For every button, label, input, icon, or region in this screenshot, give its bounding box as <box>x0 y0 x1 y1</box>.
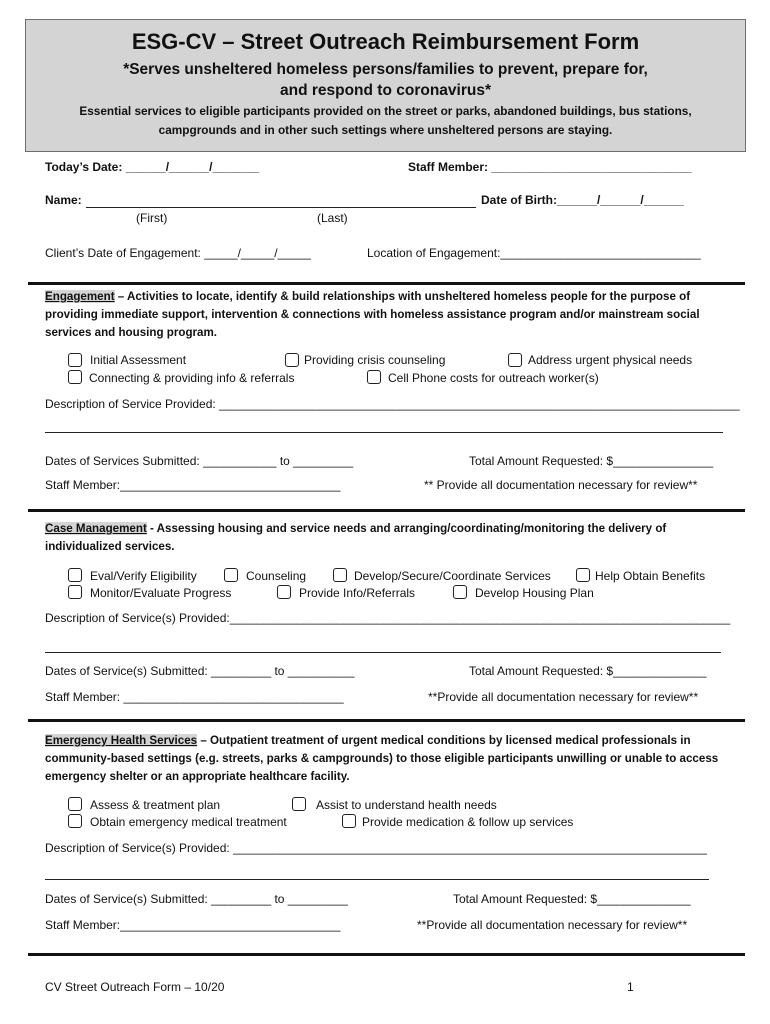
staff-member-field[interactable]: Staff Member: ______________________________ <box>408 160 692 174</box>
last-name-caption: (Last) <box>317 211 348 225</box>
urgent-physical-needs-label: Address urgent physical needs <box>528 353 693 367</box>
understand-health-needs-label: Assist to understand health needs <box>316 798 497 812</box>
housing-plan-checkbox[interactable] <box>453 585 467 599</box>
emergency-health-dates-field[interactable]: Dates of Service(s) Submitted: _________ to _________ <box>45 892 348 906</box>
form-header <box>25 19 746 152</box>
emergency-health-staff-field[interactable]: Staff Member:_________________________________ <box>45 918 341 932</box>
info-referrals-checkbox[interactable] <box>68 370 82 384</box>
emergency-health-description-field[interactable]: Description of Service(s) Provided: _______________________________________________________________________ <box>45 841 707 855</box>
form-description: Essential services to eligible participants provided on the street or parks, abandoned buildings, bus stations, campgrounds and in other such settings where unsheltered persons are staying. <box>79 104 692 137</box>
form-subtitle-line1: *Serves unsheltered homeless persons/families to prevent, prepare for, <box>123 61 648 78</box>
cell-phone-costs-checkbox[interactable] <box>367 370 381 384</box>
obtain-benefits-label: Help Obtain Benefits <box>595 569 706 583</box>
name-line[interactable] <box>86 207 476 208</box>
emergency-health-documentation-note: **Provide all documentation necessary for review** <box>417 918 688 932</box>
case-management-staff-field[interactable]: Staff Member: _________________________________ <box>45 690 344 704</box>
medication-followup-checkbox[interactable] <box>342 814 356 828</box>
obtain-benefits-checkbox[interactable] <box>576 568 590 582</box>
case-management-heading: Case Management <box>45 522 147 535</box>
emergency-health-text: – Outpatient treatment of urgent medical conditions by licensed medical professionals in community-based settings (e.g. streets, parks & campgrounds) to those eligible participants unwilling or unable to access emergency shelter or an appropriate healthcare facility. <box>45 734 719 783</box>
coordinate-services-checkbox[interactable] <box>333 568 347 582</box>
engagement-description <box>45 288 735 342</box>
info-referrals-checkbox[interactable] <box>277 585 291 599</box>
engagement-description-field[interactable]: Description of Service Provided: ______________________________________________________________________________ <box>45 397 740 411</box>
date-of-birth-field[interactable]: Date of Birth:______/______/______ <box>481 193 684 207</box>
section-divider <box>28 509 745 512</box>
engagement-documentation-note: ** Provide all documentation necessary for review** <box>424 478 698 492</box>
section-divider <box>28 282 745 285</box>
housing-plan-label: Develop Housing Plan <box>475 586 594 600</box>
eval-eligibility-checkbox[interactable] <box>68 568 82 582</box>
name-label: Name: <box>45 193 82 207</box>
emergency-treatment-checkbox[interactable] <box>68 814 82 828</box>
footer-form-name: CV Street Outreach Form – 10/20 <box>45 980 225 994</box>
initial-assessment-checkbox[interactable] <box>68 353 82 367</box>
emergency-health-description <box>45 732 735 786</box>
engagement-heading: Engagement <box>45 290 115 303</box>
initial-assessment-label: Initial Assessment <box>90 353 187 367</box>
form-title: ESG-CV – Street Outreach Reimbursement Form <box>131 29 640 54</box>
eval-eligibility-label: Eval/Verify Eligibility <box>90 569 197 583</box>
case-management-description <box>45 520 735 556</box>
counseling-label: Counseling <box>246 569 307 583</box>
medication-followup-label: Provide medication & follow up services <box>362 815 574 829</box>
emergency-health-total-field[interactable]: Total Amount Requested: $______________ <box>453 892 691 906</box>
monitor-progress-label: Monitor/Evaluate Progress <box>90 586 232 600</box>
engagement-total-field[interactable]: Total Amount Requested: $_______________ <box>469 454 714 468</box>
case-management-description-line2[interactable] <box>45 652 721 653</box>
case-management-total-field[interactable]: Total Amount Requested: $______________ <box>469 664 707 678</box>
understand-health-needs-checkbox[interactable] <box>292 797 306 811</box>
emergency-health-heading: Emergency Health Services <box>45 734 198 747</box>
section-divider <box>28 953 745 956</box>
engagement-dates-field[interactable]: Dates of Services Submitted: ___________ to _________ <box>45 454 354 468</box>
client-engagement-date-field[interactable]: Client’s Date of Engagement: _____/_____/_____ <box>45 246 311 260</box>
engagement-staff-field[interactable]: Staff Member:_________________________________ <box>45 478 341 492</box>
info-referrals-label: Connecting & providing info & referrals <box>89 371 295 385</box>
assess-treatment-plan-label: Assess & treatment plan <box>90 798 221 812</box>
emergency-treatment-label: Obtain emergency medical treatment <box>90 815 287 829</box>
monitor-progress-checkbox[interactable] <box>68 585 82 599</box>
assess-treatment-plan-checkbox[interactable] <box>68 797 82 811</box>
crisis-counseling-label: Providing crisis counseling <box>304 353 446 367</box>
first-name-caption: (First) <box>136 211 168 225</box>
page-number: 1 <box>627 980 634 994</box>
case-management-text: - Assessing housing and service needs and arranging/coordinating/monitoring the delivery of individualized services. <box>45 522 667 553</box>
emergency-health-description-line2[interactable] <box>45 879 709 880</box>
location-of-engagement-field[interactable]: Location of Engagement:______________________________ <box>367 246 701 260</box>
case-management-documentation-note: **Provide all documentation necessary for review** <box>428 690 699 704</box>
section-divider <box>28 719 745 722</box>
crisis-counseling-checkbox[interactable] <box>285 353 299 367</box>
counseling-checkbox[interactable] <box>224 568 238 582</box>
case-management-description-field[interactable]: Description of Service(s) Provided:___________________________________________________________________________ <box>45 611 731 625</box>
urgent-physical-needs-checkbox[interactable] <box>508 353 522 367</box>
cell-phone-costs-label: Cell Phone costs for outreach worker(s) <box>388 371 599 385</box>
coordinate-services-label: Develop/Secure/Coordinate Services <box>354 569 551 583</box>
case-management-dates-field[interactable]: Dates of Service(s) Submitted: _________ to __________ <box>45 664 355 678</box>
todays-date-field[interactable]: Today’s Date: ______/______/_______ <box>45 160 260 174</box>
engagement-description-line2[interactable] <box>45 432 723 433</box>
info-referrals-label: Provide Info/Referrals <box>299 586 416 600</box>
form-subtitle-line2: and respond to coronavirus* <box>279 82 491 99</box>
engagement-text: – Activities to locate, identify & build relationships with unsheltered homeless people for the purpose of providing immediate support, intervention & connections with homeless assistance program and/or mainstream social services and housing program. <box>45 290 700 339</box>
